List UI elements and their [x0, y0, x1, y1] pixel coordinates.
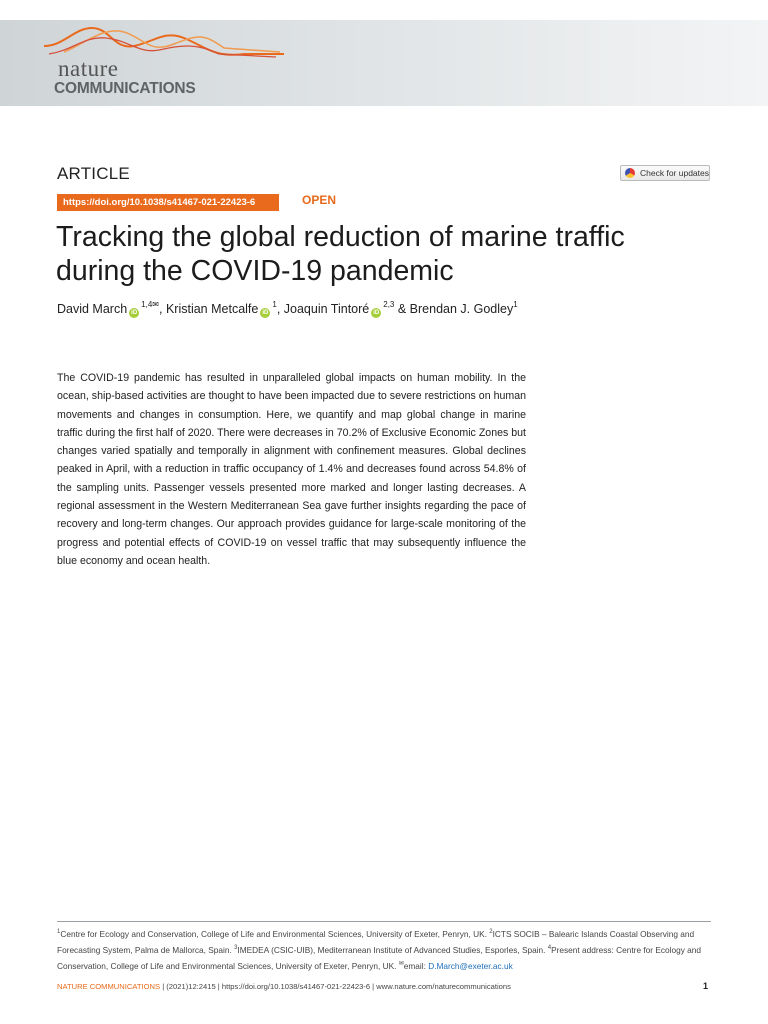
- author-affiliation-marker: 1: [272, 300, 277, 309]
- footer-citation[interactable]: | (2021)12:2415 | https://doi.org/10.1038/s41467-021-22423-6 | www.nature.com/naturecommunications: [160, 982, 511, 991]
- author-affiliation-marker: 1,4✉: [141, 300, 159, 309]
- orcid-icon[interactable]: iD: [131, 310, 138, 316]
- check-updates-label: Check for updates: [640, 168, 709, 178]
- author-affiliation-marker: 2,3: [383, 300, 395, 309]
- affiliation-number: 2: [489, 929, 493, 935]
- abstract-text: The COVID-19 pandemic has resulted in unparalleled global impacts on human mobility. In the ocean, ship-based activities are thought to have been impacted due to severe restrictions on human movements and changes in consumption. Here, we quantify and map global change in marine traffic during the first half of 2020. There were decreases in 70.2% of Exclusive Economic Zones but changes varied spatially and temporally in alignment with confinement measures. Global declines peaked in April, with a reduction in traffic occupancy of 1.4% and decreases found across 54.8% of the sampling units. Passenger vessels presented more marked and longer lasting decreases. A regional assessment in the Western Mediterranean Sea gave further insights regarding the pace of recovery and long-term changes. Our approach provides guidance for large-scale monitoring of the progress and potential effects of COVID-19 on vessel traffic that may subsequently influence the blue economy and ocean health.: [57, 372, 526, 567]
- author-separator: ,: [276, 302, 284, 316]
- article-title: Tracking the global reduction of marine traffic during the COVID-19 pandemic: [56, 221, 625, 287]
- author-name[interactable]: Kristian Metcalfe: [165, 302, 259, 316]
- author-separator: &: [394, 302, 410, 316]
- check-for-updates-button[interactable]: [620, 165, 710, 181]
- orcid-icon[interactable]: iD: [373, 310, 380, 316]
- affiliations-footnote: [57, 925, 713, 972]
- author-name[interactable]: Brendan J. Godley: [409, 302, 514, 316]
- affiliation-number: 1: [57, 929, 61, 935]
- author-name[interactable]: David March: [57, 302, 128, 316]
- affiliation-text: Centre for Ecology and Conservation, College of Life and Environmental Sciences, University of Exeter, Penryn, UK.: [60, 928, 490, 939]
- journal-logo[interactable]: [44, 24, 284, 104]
- affiliation-text: IMEDEA (CSIC-UIB), Mediterranean Institute of Advanced Studies, Esporles, Spain.: [237, 944, 548, 955]
- doi-link[interactable]: https://doi.org/10.1038/s41467-021-22423-6: [57, 194, 279, 211]
- author-name[interactable]: Joaquin Tintoré: [283, 302, 370, 316]
- corresponding-email-link[interactable]: D.March@exeter.ac.uk: [428, 960, 513, 971]
- author-list: [57, 300, 518, 318]
- page-number: 1: [703, 981, 709, 991]
- orcid-icon[interactable]: iD: [262, 310, 269, 316]
- page-footer: [57, 982, 511, 991]
- footnote-divider: [57, 921, 711, 922]
- logo-nature-text: nature: [58, 56, 119, 81]
- article-type-label: ARTICLE: [57, 164, 130, 183]
- affiliation-text: ICTS SOCIB – Balearic Islands Coastal Observing and Forecasting System, Palma de Mallorca, Spain.: [57, 928, 695, 955]
- author-separator: ,: [159, 302, 166, 316]
- open-access-label: OPEN: [302, 193, 337, 207]
- affiliation-number: 3: [234, 944, 238, 951]
- affiliation-text: Present address: Centre for Ecology and Conservation, College of Life and Environmental Sciences, University of Exeter, Penryn, UK.: [57, 944, 702, 971]
- logo-communications-text: COMMUNICATIONS: [54, 80, 196, 97]
- affiliation-number: 4: [547, 944, 552, 951]
- email-label: email:: [403, 960, 429, 971]
- footer-journal-name: NATURE COMMUNICATIONS: [57, 982, 161, 991]
- author-affiliation-marker: 1: [513, 300, 518, 309]
- crossmark-icon: [625, 168, 635, 178]
- email-icon: ✉: [398, 960, 404, 967]
